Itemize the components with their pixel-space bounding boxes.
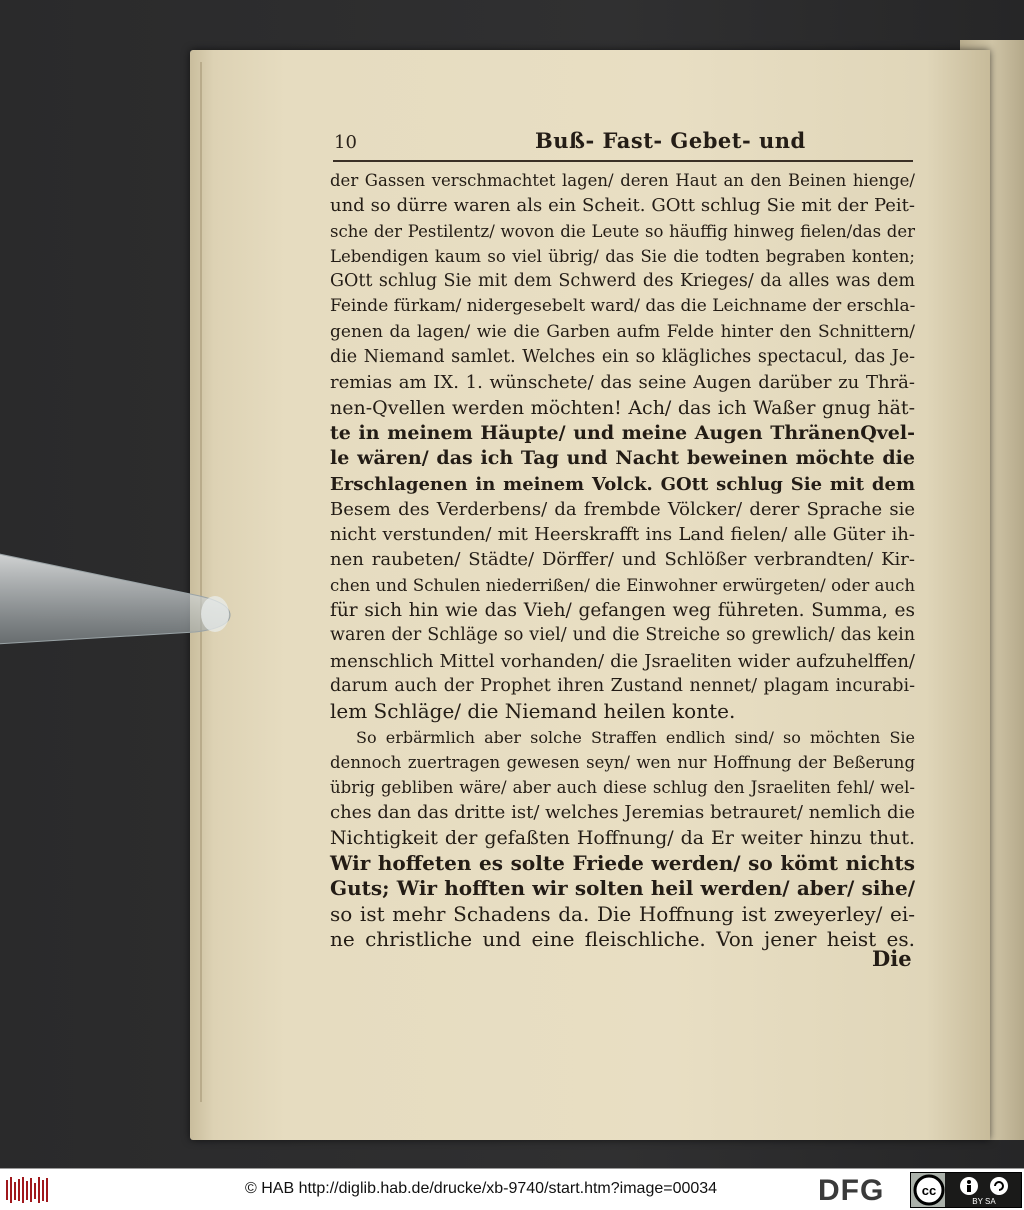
text-line: für sich hin wie das Vieh/ gefangen weg führeten. Summa, es: [330, 600, 915, 622]
book-clip-icon: [0, 540, 240, 650]
page-number: 10: [334, 132, 357, 153]
text-line: Feinde fürkam/ nidergesebelt ward/ das die Leichname der erschla-: [330, 296, 916, 317]
text-line: chen und Schulen niederrißen/ die Einwohner erwürgeten/ oder auch: [330, 575, 915, 595]
text-line: Nichtigkeit der gefaßten Hoffnung/ da Er weiter hinzu thut.: [330, 826, 915, 849]
svg-text:cc: cc: [921, 1183, 937, 1198]
text-line: GOtt schlug Sie mit dem Schwerd des Krieges/ da alles was dem: [330, 271, 915, 292]
text-line: dennoch zuertragen gewesen seyn/ wen nur Hoffnung der Beßerung: [330, 752, 915, 772]
creative-commons-license-icon[interactable]: [910, 1172, 1022, 1208]
text-line: waren der Schläge so viel/ und die Streiche so grewlich/ das kein: [330, 625, 915, 646]
header-rule: [333, 160, 913, 162]
body-text: [330, 168, 915, 952]
text-line: so ist mehr Schadens da. Die Hoffnung ist zweyerley/ ei-: [330, 901, 915, 926]
text-line-emphasis: Erschlagenen in meinem Volck. GOtt schlug Sie mit dem: [330, 473, 915, 495]
text-line: lem Schläge/ die Niemand heilen konte.: [330, 699, 736, 724]
footer-bar: [0, 1168, 1024, 1210]
text-line: remias am IX. 1. wünschete/ das seine Augen darüber zu Thrä-: [330, 372, 915, 394]
text-line: So erbärmlich aber solche Straffen endlich sind/ so möchten Sie: [356, 727, 915, 747]
text-line: nen-Qvellen werden möchten! Ach/ das ich Waßer gnug hät-: [330, 396, 915, 419]
text-line-emphasis: Guts; Wir hofften wir solten heil werden/ aber/ sihe/: [330, 876, 915, 901]
text-line: Lebendigen kaum so viel übrig/ das Sie die todten begraben konten;: [330, 246, 915, 266]
dfg-logo-text: DFG: [818, 1174, 885, 1207]
catchword: Die: [872, 946, 912, 971]
text-line: ne christliche und eine fleischliche. Von jener heist es.: [330, 926, 915, 951]
text-line-emphasis: te in meinem Häupte/ und meine Augen ThränenQvel-: [330, 421, 915, 444]
text-line: Besem des Verderbens/ da frembde Völcker/ derer Sprache sie: [330, 498, 915, 520]
hab-barcode-logo-icon: [6, 1177, 50, 1203]
text-line: menschlich Mittel vorhanden/ die Jsraeliten wider aufzuhelffen/: [330, 650, 915, 672]
text-line-emphasis: Wir hoffeten es solte Friede werden/ so kömt nichts: [330, 851, 915, 876]
text-line-emphasis: le wären/ das ich Tag und Nacht beweinen möchte die: [330, 447, 915, 470]
text-line: nicht verstunden/ mit Heerskrafft ins Land fielen/ alle Güter ih-: [330, 524, 915, 546]
text-line: und so dürre waren als ein Scheit. GOtt schlug Sie mit der Peit-: [330, 195, 915, 217]
page-header: [330, 128, 915, 162]
dfg-logo: [818, 1174, 884, 1208]
source-link[interactable]: © HAB http://diglib.hab.de/drucke/xb-9740/start.htm?image=00034: [245, 1180, 718, 1197]
license-label: BY SA: [972, 1197, 996, 1206]
text-line: darum auch der Prophet ihren Zustand nennet/ plagam incurabi-: [330, 675, 915, 696]
text-line: ches dan das dritte ist/ welches Jeremias betrauret/ nemlich die: [330, 802, 915, 824]
text-line: genen da lagen/ wie die Garben aufm Felde hinter den Schnittern/: [330, 321, 915, 342]
text-line: sche der Pestilentz/ wovon die Leute so häuffig hinweg fielen/das der: [330, 221, 915, 241]
text-line: der Gassen verschmachtet lagen/ deren Haut an den Beinen hienge/: [330, 171, 915, 190]
text-line: übrig gebliben wäre/ aber auch diese schlug den Jsraeliten fehl/ wel-: [330, 778, 915, 798]
text-line: die Niemand samlet. Welches ein so klägliches spectacul, das Je-: [330, 347, 915, 368]
running-title: Buß- Fast- Gebet- und: [535, 128, 806, 153]
text-line: nen raubeten/ Städte/ Dörffer/ und Schlößer verbrandten/ Kir-: [330, 549, 915, 571]
